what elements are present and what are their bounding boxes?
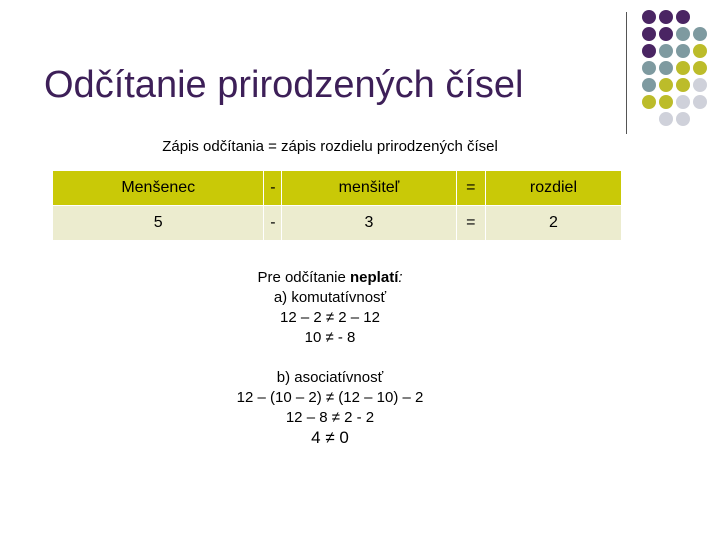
decorative-divider bbox=[626, 12, 627, 134]
cell-difference: 2 bbox=[485, 206, 621, 241]
cell-minus: - bbox=[264, 206, 282, 241]
decor-dot bbox=[659, 44, 673, 58]
decor-dot bbox=[659, 95, 673, 109]
commutativity-label: a) komutatívnosť bbox=[273, 289, 387, 306]
decor-dot bbox=[642, 27, 656, 41]
notes-block bbox=[0, 268, 660, 448]
decor-dot bbox=[693, 95, 707, 109]
header-cell-minuend: Menšenec bbox=[53, 171, 264, 206]
decor-dot bbox=[676, 61, 690, 75]
decor-dot bbox=[642, 44, 656, 58]
associativity-result: 4 ≠ 0 bbox=[311, 428, 349, 447]
cell-equals: = bbox=[456, 206, 485, 241]
decorative-dot-grid bbox=[638, 10, 720, 138]
decor-dot bbox=[642, 10, 656, 24]
decor-dot bbox=[676, 27, 690, 41]
decor-dot bbox=[693, 78, 707, 92]
associativity-label: b) asociatívnosť bbox=[276, 369, 384, 386]
table-header-row bbox=[53, 171, 622, 206]
header-cell-difference: rozdiel bbox=[485, 171, 621, 206]
decor-dot bbox=[693, 27, 707, 41]
notes-intro bbox=[0, 268, 660, 288]
cell-minuend: 5 bbox=[53, 206, 264, 241]
commutativity-equation: 12 – 2 ≠ 2 – 12 bbox=[280, 309, 380, 326]
header-cell-equals: = bbox=[456, 171, 485, 206]
decor-dot bbox=[676, 44, 690, 58]
decor-dot bbox=[642, 61, 656, 75]
notes-intro-prefix: Pre odčítanie bbox=[257, 269, 351, 286]
decor-dot bbox=[676, 112, 690, 126]
cell-subtrahend: 3 bbox=[282, 206, 456, 241]
slide-title: Odčítanie prirodzených čísel bbox=[44, 64, 524, 106]
decor-dot bbox=[659, 112, 673, 126]
decor-dot bbox=[676, 95, 690, 109]
notes-intro-colon: : bbox=[398, 269, 403, 286]
slide-subtitle: Zápis odčítania = zápis rozdielu prirodzených čísel bbox=[162, 138, 498, 155]
commutativity-result: 10 ≠ - 8 bbox=[304, 329, 356, 346]
decor-dot bbox=[659, 27, 673, 41]
decor-dot bbox=[659, 10, 673, 24]
decor-dot bbox=[676, 10, 690, 24]
decor-dot bbox=[676, 78, 690, 92]
decor-dot bbox=[659, 78, 673, 92]
decor-dot bbox=[642, 95, 656, 109]
header-cell-subtrahend: menšiteľ bbox=[282, 171, 456, 206]
associativity-step: 12 – 8 ≠ 2 - 2 bbox=[285, 409, 375, 426]
decor-dot bbox=[693, 44, 707, 58]
subtraction-table bbox=[52, 170, 622, 241]
decor-dot bbox=[693, 61, 707, 75]
decor-dot bbox=[642, 78, 656, 92]
table-row bbox=[53, 206, 622, 241]
decor-dot bbox=[659, 61, 673, 75]
header-cell-minus: - bbox=[264, 171, 282, 206]
associativity-equation: 12 – (10 – 2) ≠ (12 – 10) – 2 bbox=[236, 389, 424, 406]
notes-intro-bold: neplatí bbox=[350, 269, 399, 286]
